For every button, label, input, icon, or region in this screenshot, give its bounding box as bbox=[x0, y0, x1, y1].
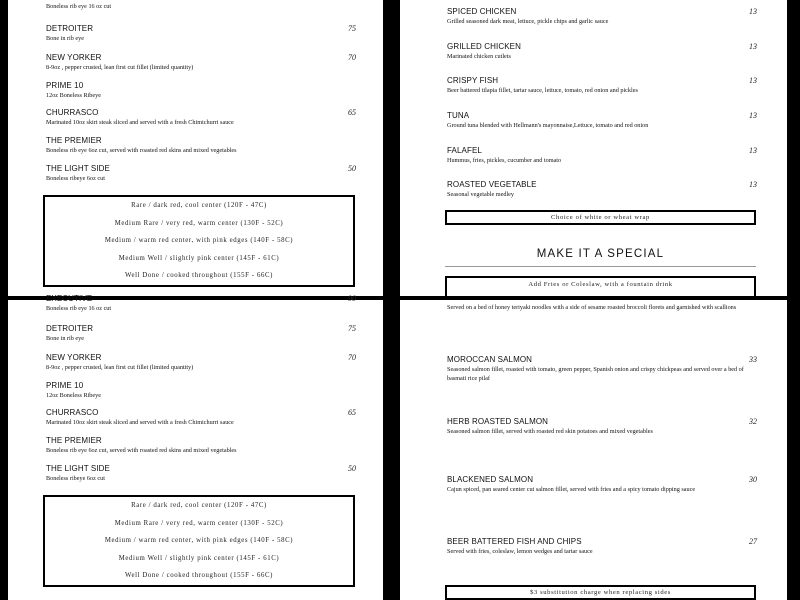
item-price: 70 bbox=[348, 353, 356, 362]
item-price: 13 bbox=[749, 146, 757, 155]
item-description: Seasonal vegetable medley bbox=[447, 191, 515, 198]
item-price: 13 bbox=[749, 180, 757, 189]
item-name: CHURRASCO bbox=[46, 108, 99, 117]
item-name: PRIME 10 bbox=[46, 81, 84, 90]
item-name: PRIME 10 bbox=[46, 381, 84, 390]
item-description: Boneless rib eye 16 oz cut bbox=[46, 3, 112, 10]
menu-item bbox=[46, 81, 356, 100]
item-name: NEW YORKER bbox=[46, 53, 102, 62]
item-description: 12oz Boneless Ribeye bbox=[46, 92, 101, 99]
doneness-well-done: Well Done / cooked throughout (155F - 66C) bbox=[125, 272, 273, 279]
menu-item bbox=[46, 53, 356, 72]
item-price: 65 bbox=[348, 108, 356, 117]
doneness-rare: Rare / dark red, cool center (120F - 47C) bbox=[131, 502, 267, 509]
item-name: THE PREMIER bbox=[46, 136, 102, 145]
menu-page-steaks-top bbox=[8, 0, 383, 296]
item-description: 8-9oz , pepper crusted, lean first cut fillet (limited quantity) bbox=[46, 364, 194, 371]
item-name: HERB ROASTED SALMON bbox=[447, 417, 549, 426]
menu-page-steaks-bottom bbox=[8, 294, 383, 600]
menu-item bbox=[46, 464, 356, 483]
item-name: THE PREMIER bbox=[46, 436, 102, 445]
doneness-medium-rare: Medium Rare / very red, warm center (130F - 52C) bbox=[114, 219, 284, 227]
item-description: Boneless rib eye 6oz cut, served with roasted red skins and mixed vegetables bbox=[46, 147, 237, 154]
menu-item bbox=[447, 537, 757, 556]
menu-item bbox=[46, 0, 356, 11]
item-price: 90 bbox=[348, 294, 356, 303]
item-price: 75 bbox=[348, 24, 356, 33]
menu-item bbox=[447, 355, 757, 383]
item-description: Marinated chicken cutlets bbox=[447, 53, 511, 60]
item-name: TUNA bbox=[447, 111, 470, 120]
item-name: MOROCCAN SALMON bbox=[447, 355, 533, 364]
item-name: CRISPY FISH bbox=[447, 76, 499, 85]
menu-item bbox=[447, 475, 757, 494]
menu-item bbox=[447, 42, 757, 61]
doneness-medium-rare: Medium Rare / very red, warm center (130F - 52C) bbox=[114, 519, 284, 527]
item-name: SPICED CHICKEN bbox=[447, 7, 517, 16]
menu-item bbox=[46, 164, 356, 183]
doneness-medium-well: Medium Well / slightly pink center (145F - 61C) bbox=[118, 254, 280, 262]
menu-page-seafood-bottom bbox=[400, 300, 787, 600]
doneness-guide bbox=[43, 495, 355, 587]
menu-item bbox=[46, 136, 356, 155]
doneness-medium: Medium / warm red center, with pink edges (140F - 58C) bbox=[104, 537, 294, 544]
item-name: BLACKENED SALMON bbox=[447, 475, 534, 484]
item-description: Hummus, fries, pickles, cucumber and tomato bbox=[447, 157, 562, 164]
item-price: 75 bbox=[348, 324, 356, 333]
item-name: THE LIGHT SIDE bbox=[46, 464, 110, 473]
item-description: 12oz Boneless Ribeye bbox=[46, 392, 101, 399]
menu-item bbox=[46, 408, 356, 427]
item-price: 50 bbox=[348, 464, 356, 473]
doneness-medium-well: Medium Well / slightly pink center (145F - 61C) bbox=[118, 554, 280, 562]
item-price: 30 bbox=[749, 475, 757, 484]
doneness-well-done: Well Done / cooked throughout (155F - 66C) bbox=[125, 572, 273, 579]
menu-item bbox=[447, 76, 757, 95]
item-description: Beer battered tilapia fillet, tartar sauce, lettuce, tomato, red onion and pickles bbox=[447, 87, 638, 94]
item-name: GRILLED CHICKEN bbox=[447, 42, 521, 51]
item-description: Marinated 10oz skirt steak sliced and served with a fresh Chimichurri sauce bbox=[46, 119, 234, 126]
item-description: Served on a bed of honey teriyaki noodles with a side of sesame roasted broccoli florets and garnished with scallions bbox=[447, 304, 737, 311]
menu-item bbox=[46, 108, 356, 127]
menu-item bbox=[46, 381, 356, 400]
item-name: ROASTED VEGETABLE bbox=[447, 180, 537, 189]
menu-item bbox=[46, 436, 356, 455]
special-note: Add Fries or Coleslaw, with a fountain drink bbox=[445, 276, 756, 296]
item-name: THE LIGHT SIDE bbox=[46, 164, 110, 173]
item-description: Bone in rib eye bbox=[46, 335, 84, 342]
item-price: 27 bbox=[749, 537, 757, 546]
item-description: Boneless ribeye 6oz cut bbox=[46, 175, 105, 182]
doneness-medium: Medium / warm red center, with pink edges (140F - 58C) bbox=[104, 237, 294, 244]
menu-item bbox=[447, 180, 757, 199]
item-description: Marinated 10oz skirt steak sliced and served with a fresh Chimichurri sauce bbox=[46, 419, 234, 426]
item-name: BEER BATTERED FISH AND CHIPS bbox=[447, 537, 582, 546]
item-description: Grilled seasoned dark meat, lettuce, pickle chips and garlic sauce bbox=[447, 18, 609, 25]
menu-item bbox=[46, 353, 356, 372]
menu-item bbox=[46, 24, 356, 43]
item-description: Bone in rib eye bbox=[46, 35, 84, 42]
menu-item bbox=[447, 111, 757, 130]
item-description: 8-9oz , pepper crusted, lean first cut fillet (limited quantity) bbox=[46, 64, 194, 71]
item-price: 65 bbox=[348, 408, 356, 417]
item-description: Seasoned salmon fillet, roasted with tomato, green pepper, Spanish onion and crispy chickpeas and served over a bed of basmati rice pilaf bbox=[447, 366, 744, 382]
item-price: 13 bbox=[749, 76, 757, 85]
menu-item bbox=[46, 294, 356, 313]
item-description: Boneless ribeye 6oz cut bbox=[46, 475, 105, 482]
divider bbox=[445, 266, 756, 267]
item-description: Cajun spiced, pan seared center cut salmon fillet, served with fries and a spicy tomato dipping sauce bbox=[447, 486, 696, 493]
item-name: CHURRASCO bbox=[46, 408, 99, 417]
item-description: Seasoned salmon fillet, served with roasted red skin potatoes and mixed vegetables bbox=[447, 428, 653, 435]
substitution-note: $3 substitution charge when replacing sides bbox=[445, 585, 756, 600]
wrap-choice-note: Choice of white or wheat wrap bbox=[445, 210, 756, 225]
doneness-guide bbox=[43, 195, 355, 287]
menu-item bbox=[447, 417, 757, 436]
item-price: 13 bbox=[749, 42, 757, 51]
item-price: 32 bbox=[749, 417, 757, 426]
item-price: 70 bbox=[348, 53, 356, 62]
item-name: NEW YORKER bbox=[46, 353, 102, 362]
doneness-rare: Rare / dark red, cool center (120F - 47C) bbox=[131, 202, 267, 209]
item-name: DETROITER bbox=[46, 24, 94, 33]
item-name: DETROITER bbox=[46, 324, 94, 333]
item-description: Ground tuna blended with Hellmann's mayonnaise,Lettuce, tomato and red onion bbox=[447, 122, 649, 129]
item-price bbox=[348, 0, 356, 1]
item-price: 50 bbox=[348, 164, 356, 173]
menu-item bbox=[447, 7, 757, 26]
item-price: 13 bbox=[749, 111, 757, 120]
item-description: Boneless rib eye 16 oz cut bbox=[46, 305, 112, 312]
item-description: Boneless rib eye 6oz cut, served with roasted red skins and mixed vegetables bbox=[46, 447, 237, 454]
item-price: 13 bbox=[749, 7, 757, 16]
special-title: MAKE IT A SPECIAL bbox=[536, 248, 665, 260]
menu-page-wraps-top bbox=[400, 0, 787, 296]
item-name: FALAFEL bbox=[447, 146, 482, 155]
item-price: 33 bbox=[749, 355, 757, 364]
menu-item bbox=[447, 146, 757, 165]
menu-item bbox=[447, 303, 757, 312]
item-description: Served with fries, coleslaw, lemon wedges and tartar sauce bbox=[447, 548, 593, 555]
item-name: EXECUTIVE bbox=[46, 294, 93, 303]
menu-item bbox=[46, 324, 356, 343]
